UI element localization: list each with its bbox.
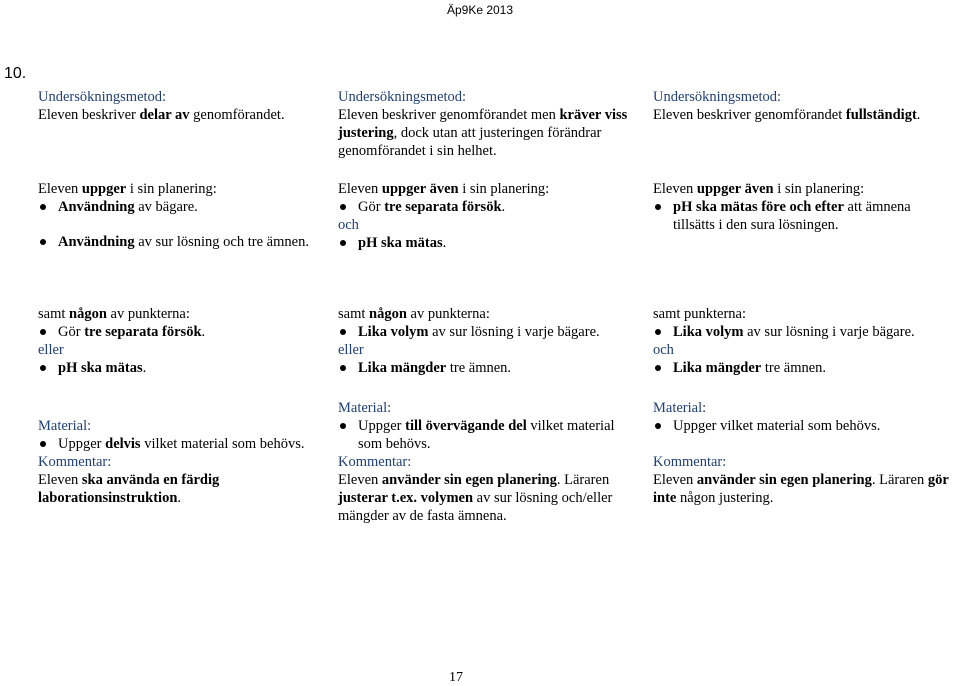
list-item: Gör tre separata försök. (38, 323, 330, 341)
list-item: Uppger vilket material som behövs. (653, 417, 955, 435)
col1-extra (38, 305, 330, 377)
extra-lead: samt punkterna: (653, 306, 747, 322)
method-text: Eleven beskriver genomförandet fullständigt. (653, 107, 921, 123)
page-number: 17 (449, 670, 463, 685)
list-item: Användning av sur lösning och tre ämnen. (38, 233, 330, 251)
method-label: Undersökningsmetod: (338, 89, 467, 105)
method-text: Eleven beskriver delar av genomförandet. (38, 107, 285, 123)
extra-lead: samt någon av punkterna: (38, 306, 190, 322)
list-item: pH ska mätas. (38, 359, 330, 377)
connector: eller (338, 342, 364, 358)
list-item: Uppger till övervägande del vilket material som behövs. (338, 417, 638, 453)
extra-lead: samt någon av punkterna: (338, 306, 490, 322)
col3-method (653, 88, 955, 124)
material-label: Material: (653, 400, 707, 416)
list-item: pH ska mätas före och efter att ämnena tillsätts i den sura lösningen. (653, 198, 955, 234)
connector: och (338, 217, 359, 233)
planning-lead: Eleven uppger även i sin planering: (338, 181, 550, 197)
list-item: Uppger delvis vilket material som behövs. (38, 435, 330, 453)
col3-material (653, 399, 955, 507)
comment-label: Kommentar: (653, 454, 727, 470)
col2-extra (338, 305, 638, 377)
planning-lead: Eleven uppger i sin planering: (38, 181, 217, 197)
material-label: Material: (38, 418, 92, 434)
list-item: pH ska mätas. (338, 234, 638, 252)
comment-text: Eleven ska använda en färdig laborationsinstruktion. (38, 472, 220, 506)
method-label: Undersökningsmetod: (38, 89, 167, 105)
comment-label: Kommentar: (338, 454, 412, 470)
connector: och (653, 342, 674, 358)
col3-planning (653, 180, 955, 234)
col1-planning (38, 180, 330, 251)
col1-method (38, 88, 330, 124)
list-item: Lika volym av sur lösning i varje bägare. (338, 323, 638, 341)
list-item: Lika mängder tre ämnen. (653, 359, 955, 377)
col2-material (338, 399, 638, 525)
question-number: 10. (4, 65, 27, 82)
comment-label: Kommentar: (38, 454, 112, 470)
list-item: Gör tre separata försök. (338, 198, 638, 216)
list-item: Användning av bägare. (38, 198, 330, 216)
method-label: Undersökningsmetod: (653, 89, 782, 105)
comment-text: Eleven använder sin egen planering. Läraren gör inte någon justering. (653, 472, 949, 506)
col2-planning (338, 180, 638, 252)
document-header: Äp9Ke 2013 (446, 3, 514, 17)
material-label: Material: (338, 400, 392, 416)
connector: eller (38, 342, 64, 358)
list-item: Lika mängder tre ämnen. (338, 359, 638, 377)
comment-text: Eleven använder sin egen planering. Läraren justerar t.ex. volymen av sur lösning och/eller mängder av de fasta ämnena. (338, 472, 613, 524)
method-text: Eleven beskriver genomförandet men kräver viss justering, dock utan att justeringen förändrar genomförandet i sin helhet. (338, 107, 628, 159)
col1-material (38, 417, 330, 507)
col2-method (338, 88, 638, 160)
planning-lead: Eleven uppger även i sin planering: (653, 181, 865, 197)
list-item: Lika volym av sur lösning i varje bägare. (653, 323, 955, 341)
col3-extra (653, 305, 955, 377)
